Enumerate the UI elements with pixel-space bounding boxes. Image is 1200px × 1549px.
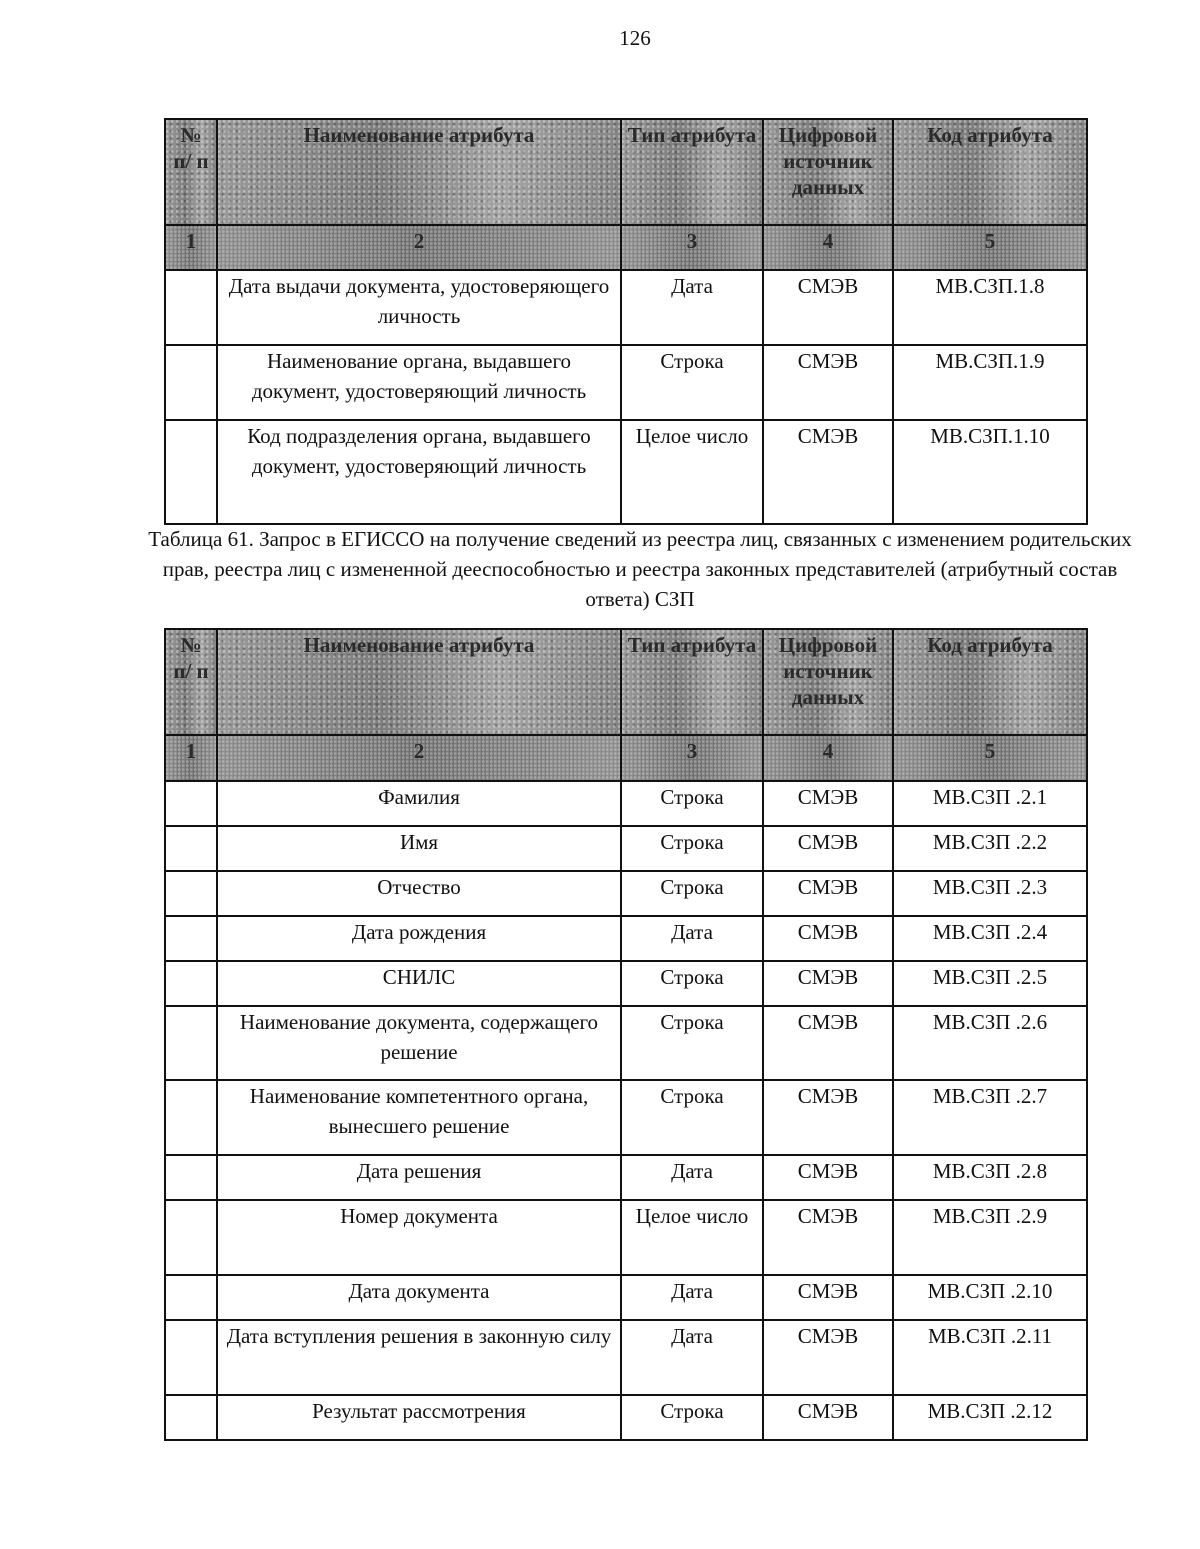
cell-code: МВ.СЗП.1.9 bbox=[893, 345, 1087, 420]
cell-code: МВ.СЗП.1.8 bbox=[893, 270, 1087, 345]
cell-type: Строка bbox=[621, 1080, 763, 1155]
table-caption: Таблица 61. Запрос в ЕГИССО на получение сведений из реестра лиц, связанных с изменением родительских прав, реестра лиц с измененной дееспособностью и реестра законных представителей (атрибутный состав ответа) СЗП bbox=[148, 527, 1132, 611]
cell-name: Дата вступления решения в законную силу bbox=[217, 1320, 621, 1395]
cell-name: Имя bbox=[217, 826, 621, 871]
cell-code: МВ.СЗП .2.7 bbox=[893, 1080, 1087, 1155]
cell-source: СМЭВ bbox=[763, 826, 893, 871]
table-row bbox=[165, 1395, 1087, 1440]
cell-name: Наименование органа, выдавшего документ, удостоверяющий личность bbox=[217, 345, 621, 420]
header-attribute-code: Код атрибута bbox=[893, 629, 1087, 735]
cell-number bbox=[165, 345, 217, 420]
header-attribute-code: Код атрибута bbox=[893, 119, 1087, 225]
header-index-3: 3 bbox=[621, 225, 763, 270]
cell-type: Строка bbox=[621, 1006, 763, 1080]
header-index-2: 2 bbox=[217, 225, 621, 270]
cell-number bbox=[165, 781, 217, 826]
cell-type: Дата bbox=[621, 1275, 763, 1320]
cell-source: СМЭВ bbox=[763, 781, 893, 826]
cell-number bbox=[165, 1395, 217, 1440]
cell-name: Дата рождения bbox=[217, 916, 621, 961]
cell-source: СМЭВ bbox=[763, 1395, 893, 1440]
cell-name: Код подразделения органа, выдавшего документ, удостоверяющий личность bbox=[217, 420, 621, 524]
cell-type: Целое число bbox=[621, 420, 763, 524]
page-number: 126 bbox=[619, 26, 651, 50]
cell-type: Строка bbox=[621, 826, 763, 871]
cell-type: Строка bbox=[621, 961, 763, 1006]
table-row bbox=[165, 420, 1087, 524]
header-attribute-type: Тип атрибута bbox=[621, 629, 763, 735]
cell-name: Дата документа bbox=[217, 1275, 621, 1320]
header-data-source: Цифровой источник данных bbox=[763, 629, 893, 735]
cell-code: МВ.СЗП .2.3 bbox=[893, 871, 1087, 916]
cell-source: СМЭВ bbox=[763, 345, 893, 420]
cell-number bbox=[165, 826, 217, 871]
cell-source: СМЭВ bbox=[763, 871, 893, 916]
cell-name: Результат рассмотрения bbox=[217, 1395, 621, 1440]
cell-type: Дата bbox=[621, 1320, 763, 1395]
table-row bbox=[165, 270, 1087, 345]
header-index-1: 1 bbox=[165, 735, 217, 781]
cell-source: СМЭВ bbox=[763, 916, 893, 961]
header-index-5: 5 bbox=[893, 735, 1087, 781]
cell-type: Дата bbox=[621, 916, 763, 961]
header-data-source: Цифровой источник данных bbox=[763, 119, 893, 225]
header-index-3: 3 bbox=[621, 735, 763, 781]
cell-source: СМЭВ bbox=[763, 1200, 893, 1275]
cell-type: Дата bbox=[621, 270, 763, 345]
cell-name: Наименование документа, содержащего решение bbox=[217, 1006, 621, 1080]
cell-number bbox=[165, 961, 217, 1006]
cell-source: СМЭВ bbox=[763, 1006, 893, 1080]
header-attribute-name: Наименование атрибута bbox=[217, 119, 621, 225]
cell-type: Строка bbox=[621, 345, 763, 420]
cell-type: Целое число bbox=[621, 1200, 763, 1275]
cell-name: Отчество bbox=[217, 871, 621, 916]
cell-code: МВ.СЗП .2.10 bbox=[893, 1275, 1087, 1320]
table-row bbox=[165, 1155, 1087, 1200]
cell-type: Строка bbox=[621, 1395, 763, 1440]
cell-code: МВ.СЗП .2.4 bbox=[893, 916, 1087, 961]
header-index-4: 4 bbox=[763, 225, 893, 270]
table-row bbox=[165, 871, 1087, 916]
header-index-1: 1 bbox=[165, 225, 217, 270]
cell-number bbox=[165, 420, 217, 524]
header-index-4: 4 bbox=[763, 735, 893, 781]
table-row bbox=[165, 1200, 1087, 1275]
header-index-5: 5 bbox=[893, 225, 1087, 270]
cell-type: Строка bbox=[621, 781, 763, 826]
cell-number bbox=[165, 871, 217, 916]
cell-code: МВ.СЗП .2.1 bbox=[893, 781, 1087, 826]
cell-number bbox=[165, 1155, 217, 1200]
cell-code: МВ.СЗП .2.12 bbox=[893, 1395, 1087, 1440]
cell-number bbox=[165, 1006, 217, 1080]
cell-code: МВ.СЗП .2.9 bbox=[893, 1200, 1087, 1275]
cell-code: МВ.СЗП .2.6 bbox=[893, 1006, 1087, 1080]
cell-type: Строка bbox=[621, 871, 763, 916]
cell-number bbox=[165, 1200, 217, 1275]
cell-name: Наименование компетентного органа, вынесшего решение bbox=[217, 1080, 621, 1155]
table-row bbox=[165, 1320, 1087, 1395]
cell-code: МВ.СЗП.1.10 bbox=[893, 420, 1087, 524]
table-row bbox=[165, 1006, 1087, 1080]
cell-number bbox=[165, 1275, 217, 1320]
cell-source: СМЭВ bbox=[763, 1080, 893, 1155]
cell-name: СНИЛС bbox=[217, 961, 621, 1006]
cell-code: МВ.СЗП .2.11 bbox=[893, 1320, 1087, 1395]
table-row bbox=[165, 916, 1087, 961]
cell-source: СМЭВ bbox=[763, 270, 893, 345]
cell-number bbox=[165, 1080, 217, 1155]
cell-source: СМЭВ bbox=[763, 420, 893, 524]
attribute-table-61 bbox=[164, 628, 1088, 1441]
cell-source: СМЭВ bbox=[763, 1320, 893, 1395]
table-row bbox=[165, 826, 1087, 871]
cell-code: МВ.СЗП .2.2 bbox=[893, 826, 1087, 871]
cell-name: Номер документа bbox=[217, 1200, 621, 1275]
table-row bbox=[165, 1275, 1087, 1320]
cell-name: Фамилия bbox=[217, 781, 621, 826]
header-number: № п/ п bbox=[165, 119, 217, 225]
cell-number bbox=[165, 270, 217, 345]
table-row bbox=[165, 781, 1087, 826]
cell-type: Дата bbox=[621, 1155, 763, 1200]
table-row bbox=[165, 345, 1087, 420]
cell-number bbox=[165, 1320, 217, 1395]
table-row bbox=[165, 1080, 1087, 1155]
cell-name: Дата выдачи документа, удостоверяющего личность bbox=[217, 270, 621, 345]
attribute-table-continued bbox=[164, 118, 1088, 525]
header-index-2: 2 bbox=[217, 735, 621, 781]
cell-source: СМЭВ bbox=[763, 1275, 893, 1320]
cell-source: СМЭВ bbox=[763, 1155, 893, 1200]
cell-code: МВ.СЗП .2.8 bbox=[893, 1155, 1087, 1200]
cell-number bbox=[165, 916, 217, 961]
header-attribute-name: Наименование атрибута bbox=[217, 629, 621, 735]
cell-source: СМЭВ bbox=[763, 961, 893, 1006]
header-number: № п/ п bbox=[165, 629, 217, 735]
header-attribute-type: Тип атрибута bbox=[621, 119, 763, 225]
cell-name: Дата решения bbox=[217, 1155, 621, 1200]
cell-code: МВ.СЗП .2.5 bbox=[893, 961, 1087, 1006]
table-row bbox=[165, 961, 1087, 1006]
